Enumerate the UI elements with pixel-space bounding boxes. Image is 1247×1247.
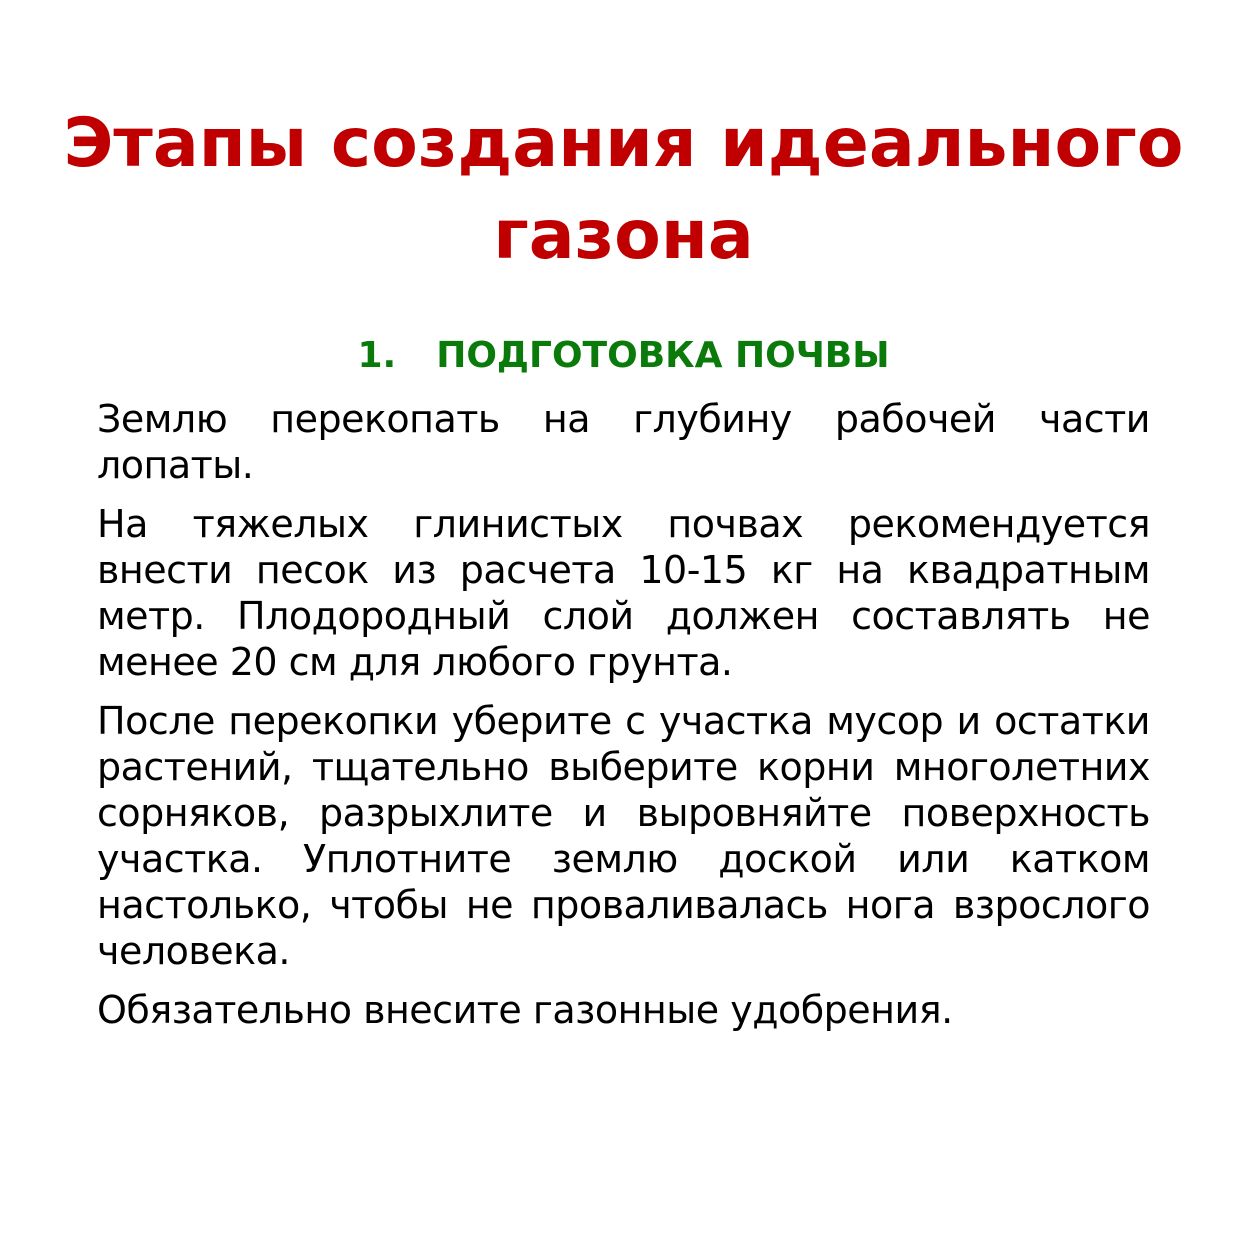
- paragraph-fertilizer: Обязательно внесите газонные удобрения.: [97, 988, 953, 1032]
- section-number: 1.: [357, 335, 397, 376]
- paragraph-clean-level: После перекопки уберите с участка мусор и остатки растений, тщательно выберите корни многолетних сорняков, разрыхлите и выровняйте поверхность участка. Уплотните землю доской или катком настолько, чтобы не проваливалась нога взрослого человека.: [97, 699, 1150, 973]
- paragraph-dig: Землю перекопать на глубину рабочей части лопаты.: [97, 397, 1150, 487]
- section-heading-text: ПОДГОТОВКА ПОЧВЫ: [436, 335, 890, 376]
- slide-title: Этапы создания идеального газона: [63, 104, 1184, 275]
- paragraph-sand: На тяжелых глинистых почвах рекомендуется внести песок из расчета 10-15 кг на квадратным метр. Плодородный слой должен составлять не менее 20 см для любого грунта.: [97, 502, 1150, 684]
- section-heading: [0, 332, 1247, 380]
- body-text: [97, 396, 1150, 1046]
